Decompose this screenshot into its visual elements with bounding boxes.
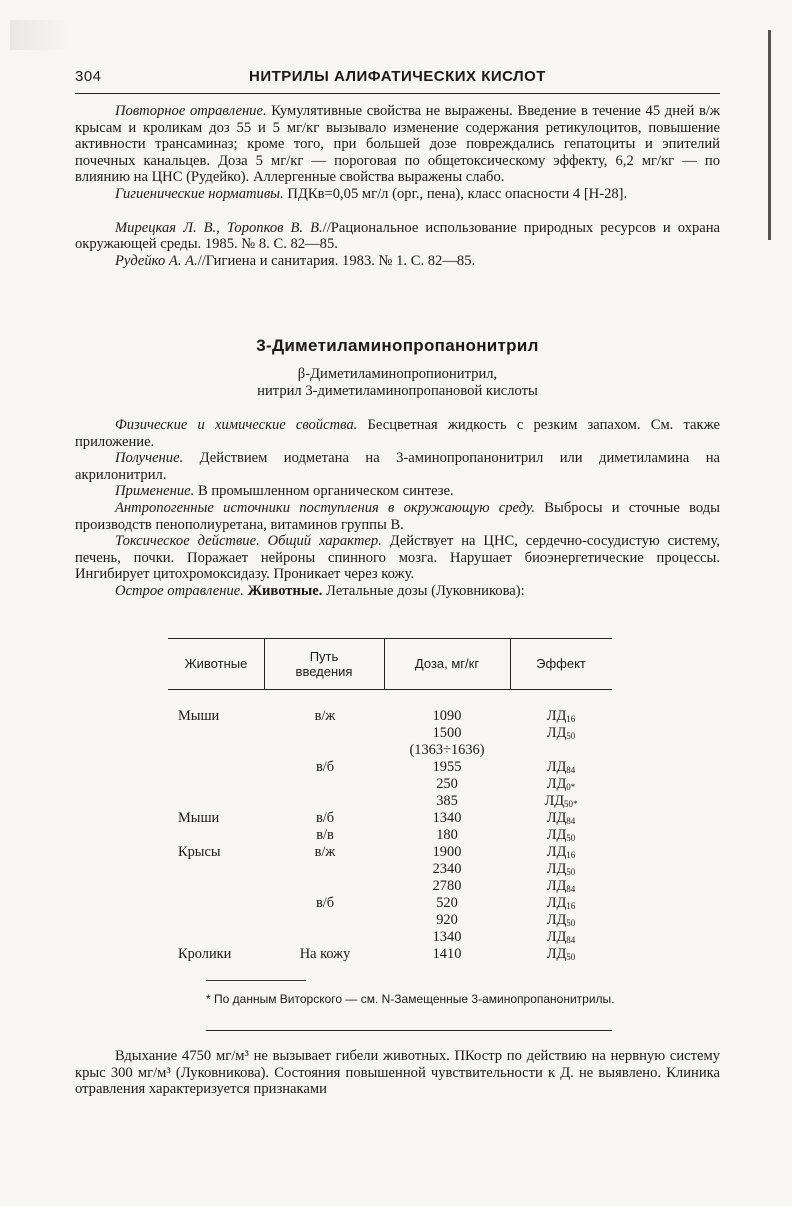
effect-label: ЛД bbox=[546, 861, 567, 877]
properties-paragraph bbox=[75, 417, 720, 450]
effect-subscript: 84 bbox=[566, 884, 576, 894]
effect-label: ЛД bbox=[546, 912, 567, 928]
effect-subscript: 84 bbox=[566, 935, 576, 945]
reference-1-authors: Мирецкая Л. В., Торопков В. В. bbox=[115, 219, 323, 236]
article-title: 3-Диметиламинопропанонитрил bbox=[256, 336, 539, 355]
scan-smudge bbox=[10, 20, 70, 50]
effect-subscript: 84 bbox=[566, 816, 576, 826]
table-row bbox=[168, 946, 612, 963]
cell-dose: 920 bbox=[436, 912, 458, 928]
effect-label: ЛД bbox=[546, 810, 567, 826]
effect-label: ЛД bbox=[544, 793, 565, 809]
table-row bbox=[168, 929, 612, 946]
table-row bbox=[168, 725, 612, 742]
cell-effect bbox=[510, 708, 612, 725]
toxic-action-paragraph bbox=[75, 533, 720, 583]
footnote-rule bbox=[206, 980, 306, 981]
synonym-2: нитрил 3-диметиламинопропановой кислоты bbox=[257, 383, 538, 399]
table-row bbox=[168, 895, 612, 912]
production-paragraph bbox=[75, 450, 720, 483]
effect-subscript: 84 bbox=[566, 765, 576, 775]
reference-2-authors: Рудейко А. А. bbox=[115, 252, 198, 269]
cell-route: в/б bbox=[315, 810, 335, 826]
column-header-effect: Эффект bbox=[536, 656, 586, 671]
table-bottom-rule bbox=[206, 1030, 612, 1031]
cell-effect bbox=[510, 878, 612, 895]
reference-2 bbox=[75, 253, 720, 270]
effect-label: ЛД bbox=[546, 878, 567, 894]
cell-animal: Мыши bbox=[178, 708, 220, 724]
cell-dose: 1340 bbox=[432, 929, 462, 945]
table-header-rule bbox=[168, 689, 612, 690]
cell-effect bbox=[510, 725, 612, 742]
properties-label: Физические и химические свойства. bbox=[115, 417, 358, 433]
acute-text: Летальные дозы (Луковникова): bbox=[322, 582, 525, 599]
page-number: 304 bbox=[75, 68, 102, 85]
cell-animal: Мыши bbox=[178, 810, 220, 826]
toxic-action-label: Токсическое действие. Общий характер. bbox=[115, 533, 382, 550]
cell-route: в/в bbox=[316, 827, 334, 843]
cell-dose: 180 bbox=[436, 827, 458, 843]
cell-dose: 520 bbox=[436, 895, 458, 911]
effect-label: ЛД bbox=[546, 827, 567, 843]
toxic-action-text: Действует на ЦНС, сердечно-сосудистую систему, печень, почки. Поражает нейроны спинного мозга. Нарушает биоэнергетические процессы. Ингибирует цитохромоксидазу. Проникает через кожу. bbox=[75, 533, 721, 583]
cell-dose: 1410 bbox=[432, 946, 462, 962]
column-header-animals: Животные bbox=[184, 656, 248, 671]
column-header-dose: Доза, мг/кг bbox=[414, 656, 480, 671]
table-row bbox=[168, 912, 612, 929]
effect-subscript: 50 bbox=[566, 731, 576, 741]
table-row bbox=[168, 878, 612, 895]
repeated-text: Кумулятивные свойства не выражены. Введение в течение 45 дней в/ж крысам и кроликам доз 55 и 5 мг/кг вызывало изменение содержания ретикулоцитов, повышение активности трансаминаз; кроме того, при большей дозе повреждались гепатоциты и эпителий почечных канальцев. Доза 5 мг/кг — пороговая по общетоксическому эффекту, 6,2 мг/кг — по влиянию на ЦНС (Рудейко). Аллергенные свойства выражены слабо. bbox=[75, 103, 720, 186]
production-text: Действием иодметана на 3-аминопропанонитрил или диметиламина на акрилонитрил. bbox=[75, 450, 720, 483]
cell-effect bbox=[510, 827, 612, 844]
repeated-poisoning-paragraph bbox=[75, 103, 720, 186]
table-row bbox=[168, 742, 612, 759]
cell-dose: 2340 bbox=[432, 861, 462, 877]
effect-label: ЛД bbox=[546, 759, 567, 775]
cell-dose: 1500 bbox=[432, 725, 462, 741]
cell-dose: 1955 bbox=[432, 759, 462, 775]
scan-edge-line bbox=[768, 30, 771, 240]
reference-1 bbox=[75, 220, 720, 253]
hygiene-label: Гигиенические нормативы. bbox=[115, 185, 284, 202]
bottom-section bbox=[75, 1048, 720, 1098]
usage-text: В промышленном органическом синтезе. bbox=[194, 483, 454, 500]
cell-effect bbox=[510, 946, 612, 963]
cell-dose: 2780 bbox=[432, 878, 462, 894]
cell-dose: 1340 bbox=[432, 810, 462, 826]
running-title: НИТРИЛЫ АЛИФАТИЧЕСКИХ КИСЛОТ bbox=[249, 68, 546, 85]
header-rule bbox=[75, 93, 720, 94]
running-header bbox=[75, 68, 720, 88]
effect-subscript: 16 bbox=[566, 850, 576, 860]
top-section bbox=[75, 103, 720, 269]
hygiene-paragraph bbox=[75, 186, 720, 203]
column-header-route: Путь введения bbox=[295, 648, 353, 679]
effect-label: ЛД bbox=[546, 708, 567, 724]
sources-paragraph bbox=[75, 500, 720, 533]
sources-text: Выбросы и сточные воды производств пенополиуретана, витаминов группы В. bbox=[75, 499, 720, 533]
synonyms bbox=[75, 366, 720, 400]
effect-label: ЛД bbox=[546, 895, 567, 911]
effect-subscript: 50 bbox=[566, 918, 576, 928]
hygiene-text: ПДКв=0,05 мг/л (орг., пена), класс опасности 4 [Н-28]. bbox=[283, 185, 628, 202]
cell-effect bbox=[510, 895, 612, 912]
effect-subscript: 16 bbox=[566, 901, 576, 911]
cell-effect bbox=[510, 759, 612, 776]
effect-label: ЛД bbox=[546, 725, 567, 741]
table-row bbox=[168, 861, 612, 878]
article-body bbox=[75, 417, 720, 600]
effect-subscript: 50* bbox=[564, 799, 578, 809]
table-row bbox=[168, 708, 612, 725]
properties-text: Бесцветная жидкость с резким запахом. См. также приложение. bbox=[75, 417, 720, 450]
effect-label: ЛД bbox=[546, 946, 567, 962]
effect-subscript: 50 bbox=[566, 833, 576, 843]
cell-effect bbox=[510, 844, 612, 861]
sources-label: Антропогенные источники поступления в окружающую среду. bbox=[115, 499, 536, 516]
acute-label: Острое отравление. bbox=[115, 582, 244, 599]
inhalation-paragraph: Вдыхание 4750 мг/м³ не вызывает гибели животных. ПКостр по действию на нервную систему крыс 300 мг/м³ (Луковникова). Состояния повышенной чувствительности к Д. не выявлено. Клиника отравления характеризуется признаками bbox=[75, 1048, 720, 1098]
reference-1-text: //Рациональное использование природных ресурсов и охрана окружающей среды. 1985. № 8. С. 82—85. bbox=[75, 219, 720, 253]
table-row bbox=[168, 810, 612, 827]
cell-route: в/ж bbox=[314, 844, 336, 860]
effect-subscript: 16 bbox=[566, 714, 576, 724]
cell-animal: Крысы bbox=[178, 844, 221, 860]
effect-label: ЛД bbox=[546, 844, 567, 860]
cell-dose: 385 bbox=[436, 793, 458, 809]
cell-effect bbox=[510, 929, 612, 946]
effect-subscript: 50 bbox=[566, 867, 576, 877]
table-row bbox=[168, 844, 612, 861]
cell-dose: 1900 bbox=[432, 844, 462, 860]
cell-effect bbox=[510, 810, 612, 827]
table-row bbox=[168, 759, 612, 776]
table-row bbox=[168, 776, 612, 793]
reference-2-text: //Гигиена и санитария. 1983. № 1. С. 82—85. bbox=[197, 252, 476, 269]
cell-animal: Кролики bbox=[178, 946, 232, 962]
cell-route: На кожу bbox=[299, 946, 351, 962]
cell-effect bbox=[510, 793, 612, 810]
cell-route: в/б bbox=[315, 895, 335, 911]
effect-subscript: 0* bbox=[566, 782, 576, 792]
effect-subscript: 50 bbox=[566, 952, 576, 962]
usage-label: Применение. bbox=[115, 483, 195, 500]
cell-effect bbox=[510, 912, 612, 929]
cell-dose: (1363÷1636) bbox=[409, 742, 485, 758]
table-footnote: * По данным Виторского — см. N-Замещенные 3-аминопропанонитрилы. bbox=[206, 992, 615, 1006]
synonym-1: β-Диметиламинопропионитрил, bbox=[297, 366, 498, 382]
repeated-label: Повторное отравление. bbox=[115, 103, 267, 119]
table-row bbox=[168, 827, 612, 844]
cell-route: в/б bbox=[315, 759, 335, 775]
effect-label: ЛД bbox=[546, 776, 567, 792]
acute-poisoning-paragraph bbox=[75, 583, 720, 600]
acute-animals-label: Животные. bbox=[243, 582, 323, 599]
cell-dose: 250 bbox=[436, 776, 458, 792]
cell-dose: 1090 bbox=[432, 708, 462, 724]
cell-effect bbox=[510, 861, 612, 878]
usage-paragraph bbox=[75, 483, 720, 500]
cell-effect bbox=[510, 776, 612, 793]
cell-route: в/ж bbox=[314, 708, 336, 724]
production-label: Получение. bbox=[115, 450, 184, 467]
table-row bbox=[168, 793, 612, 810]
effect-label: ЛД bbox=[546, 929, 567, 945]
